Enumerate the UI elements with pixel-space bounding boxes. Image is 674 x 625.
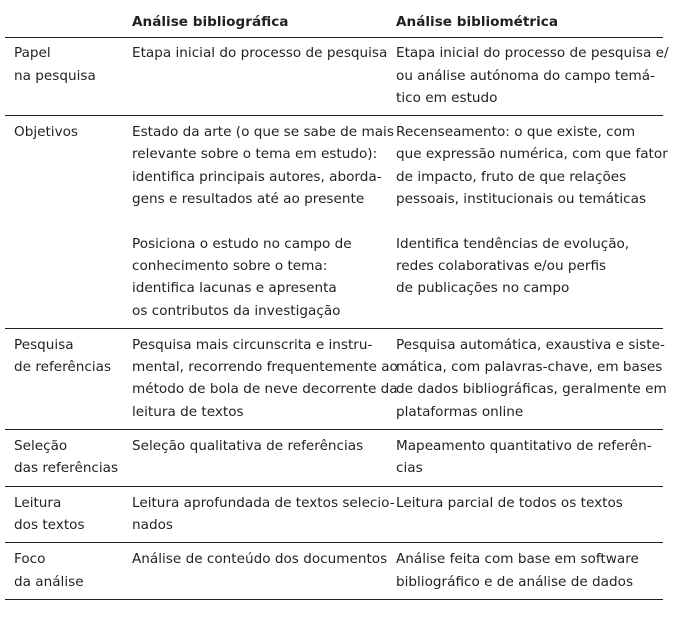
bibliografica-text-line: identifica principais autores, aborda- (132, 168, 382, 185)
bibliometrica-cell (393, 486, 663, 543)
bibliometrica-text-line: mática, com palavras-chave, em bases (396, 359, 663, 376)
bibliometrica-text-line: Pesquisa automática, exaustiva e siste- (396, 336, 665, 353)
bibliografica-text-line: Pesquisa mais circunscrita e instru- (132, 336, 373, 353)
bibliografica-text-line: Análise de conteúdo dos documentos (132, 551, 388, 568)
bibliometrica-text-line: redes colaborativas e/ou perfis (396, 257, 607, 274)
bibliometrica-text-line: Identifica tendências de evolução, (396, 235, 630, 252)
comparison-table (5, 9, 669, 600)
table-body (5, 38, 669, 600)
bibliografica-cell (129, 430, 393, 487)
criterion-cell (5, 543, 129, 600)
criterion-line: de referências (14, 359, 112, 376)
bibliometrica-cell (393, 328, 667, 429)
criterion-line: dos textos (14, 516, 85, 533)
bibliografica-text-line: método de bola de neve decorrente da (132, 381, 398, 398)
bibliometrica-text-line: de impacto, fruto de que relações (396, 168, 627, 185)
bibliografica-text-line: relevante sobre o tema em estudo): (132, 146, 378, 163)
bibliometrica-text-line: Etapa inicial do processo de pesquisa e/ (396, 45, 669, 62)
bibliografica-text-line: Posiciona o estudo no campo de (132, 235, 352, 252)
table-row (5, 430, 663, 487)
criterion-line: Seleção (14, 438, 68, 455)
bibliografica-text-line: identifica lacunas e apresenta (132, 280, 337, 297)
criterion-line: Foco (14, 551, 46, 568)
table-row (5, 543, 663, 600)
bibliografica-text-line: nados (132, 516, 173, 533)
bibliometrica-text-line: de dados bibliográficas, geralmente em (396, 381, 667, 398)
bibliometrica-text-line: bibliográfico e de análise de dados (396, 573, 634, 590)
bibliografica-text-line: conhecimento sobre o tema: (132, 257, 328, 274)
table-row (5, 38, 663, 116)
criterion-cell (5, 430, 129, 487)
bibliografica-text-line: Leitura aprofundada de textos selecio- (132, 494, 395, 511)
header-criterion (5, 9, 129, 38)
bibliografica-text-line: mental, recorrendo frequentemente ao (132, 359, 398, 376)
table-row (5, 116, 663, 329)
bibliografica-text-line: Etapa inicial do processo de pesquisa (132, 45, 388, 62)
bibliometrica-text-line: Leitura parcial de todos os textos (396, 494, 623, 511)
bibliografica-cell (129, 543, 393, 600)
paragraph-gap (396, 210, 661, 232)
criterion-cell (5, 38, 129, 116)
paragraph-gap (132, 210, 387, 232)
criterion-cell (5, 486, 129, 543)
criterion-line: Papel (14, 45, 51, 62)
criterion-cell (5, 328, 129, 429)
header-bibliometrica: Análise bibliométrica (393, 9, 663, 38)
bibliometrica-text-line: cias (396, 460, 423, 477)
bibliografica-text-line: Estado da arte (o que se sabe de mais (132, 124, 394, 141)
bibliometrica-text-line: ou análise autónoma do campo temá- (396, 67, 656, 84)
bibliometrica-text-line: Análise feita com base em software (396, 551, 639, 568)
table-row (5, 328, 663, 429)
bibliografica-cell (129, 116, 393, 329)
bibliometrica-text-line: Mapeamento quantitativo de referên- (396, 438, 652, 455)
bibliografica-cell (129, 486, 393, 543)
criterion-line: Pesquisa (14, 336, 74, 353)
bibliografica-text-line: os contributos da investigação (132, 302, 341, 319)
criterion-line: Objetivos (14, 124, 79, 141)
bibliometrica-cell (393, 430, 663, 487)
criterion-cell (5, 116, 129, 329)
bibliografica-text-line: Seleção qualitativa de referências (132, 438, 364, 455)
bibliometrica-cell (393, 116, 668, 329)
table-row (5, 486, 663, 543)
bibliometrica-text-line: tico em estudo (396, 89, 498, 106)
bibliometrica-text-line: de publicações no campo (396, 280, 570, 297)
bibliografica-cell (129, 38, 393, 116)
bibliometrica-text-line: plataformas online (396, 403, 524, 420)
header-row (5, 9, 663, 38)
bibliometrica-cell (393, 543, 663, 600)
header-bibliografica: Análise bibliográfica (129, 9, 393, 38)
criterion-line: na pesquisa (14, 67, 96, 84)
bibliometrica-cell (393, 38, 669, 116)
bibliografica-text-line: leitura de textos (132, 403, 244, 420)
bibliometrica-text-line: que expressão numérica, com que fator (396, 146, 668, 163)
criterion-line: da análise (14, 573, 84, 590)
criterion-line: das referências (14, 460, 119, 477)
bibliografica-cell (129, 328, 398, 429)
bibliometrica-text-line: pessoais, institucionais ou temáticas (396, 191, 647, 208)
criterion-line: Leitura (14, 494, 62, 511)
bibliometrica-text-line: Recenseamento: o que existe, com (396, 124, 636, 141)
bibliografica-text-line: gens e resultados até ao presente (132, 191, 365, 208)
